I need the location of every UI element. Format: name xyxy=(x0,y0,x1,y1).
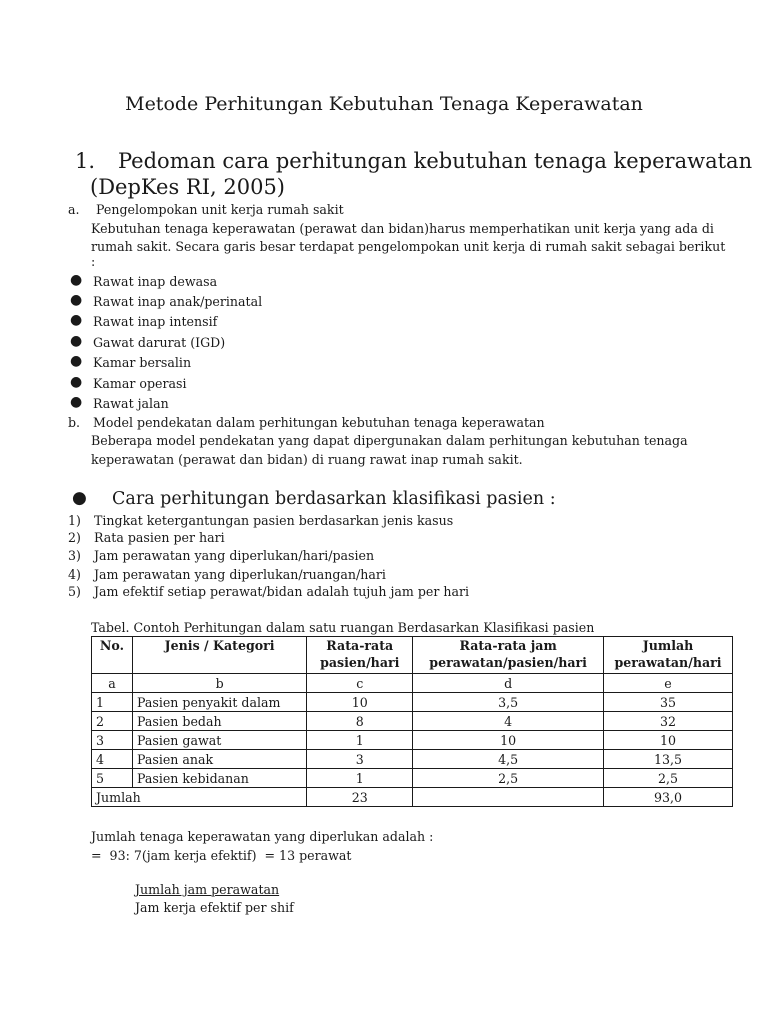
bullet-icon: ● xyxy=(70,292,83,308)
part-a-para-line1: Kebutuhan tenaga keperawatan (perawat dan bidan)harus memperhatikan unit kerja yang ada di xyxy=(91,221,714,236)
cell-rata: 1 xyxy=(307,769,413,788)
cell-rata: 3 xyxy=(307,750,413,769)
header-jumlah-line2: perawatan/hari xyxy=(614,655,722,670)
list-item: Rawat inap intensif xyxy=(93,314,218,329)
cell-jenis: Pasien gawat xyxy=(132,731,306,750)
calc-line1: Jumlah tenaga keperawatan yang diperlukan adalah : xyxy=(91,829,434,844)
cell-jumlah: 13,5 xyxy=(604,750,733,769)
header-rata xyxy=(307,637,413,674)
part-b-para-line1: Beberapa model pendekatan yang dapat dipergunakan dalam perhitungan kebutuhan tenaga xyxy=(91,433,688,448)
bullet-icon: ● xyxy=(70,394,83,410)
header-no-label: No. xyxy=(99,638,124,653)
step-text: Rata pasien per hari xyxy=(94,530,225,545)
table-row xyxy=(92,693,733,712)
total-jumlah: 93,0 xyxy=(604,788,733,807)
header-no xyxy=(92,637,133,674)
section2-heading: Cara perhitungan berdasarkan klasifikasi pasien : xyxy=(112,489,556,509)
cell-jam: 10 xyxy=(413,731,604,750)
header-jenis-label: Jenis / Kategori xyxy=(164,638,275,653)
formula-numerator: Jumlah jam perawatan xyxy=(135,882,280,897)
letter-cell: c xyxy=(307,674,413,693)
total-jam xyxy=(413,788,604,807)
part-b-para-line2: keperawatan (perawat dan bidan) di ruang rawat inap rumah sakit. xyxy=(91,452,523,467)
cell-no: 1 xyxy=(92,693,133,712)
list-item: Rawat jalan xyxy=(93,396,169,411)
cell-rata: 8 xyxy=(307,712,413,731)
table-row xyxy=(92,731,733,750)
cell-jam: 2,5 xyxy=(413,769,604,788)
cell-jenis: Pasien anak xyxy=(132,750,306,769)
table-row xyxy=(92,750,733,769)
letter-cell: b xyxy=(132,674,306,693)
part-a-marker: a. xyxy=(68,202,80,217)
part-a-para-line3: : xyxy=(91,254,96,269)
header-rata-line2: pasien/hari xyxy=(320,655,400,670)
cell-rata: 1 xyxy=(307,731,413,750)
list-item: Kamar bersalin xyxy=(93,355,192,370)
step-number: 3) xyxy=(68,548,81,563)
cell-rata: 10 xyxy=(307,693,413,712)
table-row xyxy=(92,769,733,788)
section1-number: 1. xyxy=(75,149,96,173)
bullet-icon: ● xyxy=(70,272,83,288)
table-total-row xyxy=(92,788,733,807)
step-number: 2) xyxy=(68,530,81,545)
cell-jenis: Pasien bedah xyxy=(132,712,306,731)
cell-jumlah: 35 xyxy=(604,693,733,712)
header-jam-line1: Rata-rata jam xyxy=(459,638,557,653)
cell-jumlah: 32 xyxy=(604,712,733,731)
header-jumlah-line1: Jumlah xyxy=(642,638,694,653)
table-letter-row xyxy=(92,674,733,693)
cell-no: 3 xyxy=(92,731,133,750)
classification-table xyxy=(91,636,733,807)
cell-jam: 3,5 xyxy=(413,693,604,712)
cell-jam: 4 xyxy=(413,712,604,731)
part-b-heading: Model pendekatan dalam perhitungan kebutuhan tenaga keperawatan xyxy=(93,415,545,430)
table-header-row xyxy=(92,637,733,674)
table-caption: Tabel. Contoh Perhitungan dalam satu ruangan Berdasarkan Klasifikasi pasien xyxy=(91,620,595,635)
bullet-icon: ● xyxy=(70,333,83,349)
table-row xyxy=(92,712,733,731)
step-text: Jam efektif setiap perawat/bidan adalah tujuh jam per hari xyxy=(94,584,470,599)
step-text: Jam perawatan yang diperlukan/hari/pasien xyxy=(94,548,375,563)
list-item: Gawat darurat (IGD) xyxy=(93,335,226,350)
step-text: Jam perawatan yang diperlukan/ruangan/hari xyxy=(94,567,386,582)
cell-jam: 4,5 xyxy=(413,750,604,769)
part-b-marker: b. xyxy=(68,415,81,430)
total-rata: 23 xyxy=(307,788,413,807)
step-number: 4) xyxy=(68,567,81,582)
bullet-icon: ● xyxy=(70,353,83,369)
cell-jenis: Pasien penyakit dalam xyxy=(132,693,306,712)
section1-heading-line2: (DepKes RI, 2005) xyxy=(90,175,285,199)
section2-bullet-icon: ● xyxy=(72,488,87,508)
cell-jumlah: 10 xyxy=(604,731,733,750)
header-jam xyxy=(413,637,604,674)
part-a-para-line2: rumah sakit. Secara garis besar terdapat pengelompokan unit kerja di rumah sakit sebagai berikut xyxy=(91,239,726,254)
bullet-icon: ● xyxy=(70,374,83,390)
page-title: Metode Perhitungan Kebutuhan Tenaga Keperawatan xyxy=(125,93,643,115)
cell-jenis: Pasien kebidanan xyxy=(132,769,306,788)
section1-heading-line1: Pedoman cara perhitungan kebutuhan tenaga keperawatan xyxy=(118,149,753,173)
header-rata-line1: Rata-rata xyxy=(326,638,394,653)
header-jam-line2: perawatan/pasien/hari xyxy=(429,655,587,670)
list-item: Rawat inap dewasa xyxy=(93,274,218,289)
part-a-heading: Pengelompokan unit kerja rumah sakit xyxy=(96,202,344,217)
calc-line2: = 93: 7(jam kerja efektif) = 13 perawat xyxy=(91,848,352,863)
cell-no: 2 xyxy=(92,712,133,731)
step-text: Tingkat ketergantungan pasien berdasarkan jenis kasus xyxy=(94,513,454,528)
total-label: Jumlah xyxy=(92,788,307,807)
letter-cell: d xyxy=(413,674,604,693)
list-item: Kamar operasi xyxy=(93,376,187,391)
bullet-icon: ● xyxy=(70,312,83,328)
letter-cell: e xyxy=(604,674,733,693)
cell-no: 4 xyxy=(92,750,133,769)
header-jumlah xyxy=(604,637,733,674)
formula-denominator: Jam kerja efektif per shif xyxy=(135,900,294,915)
step-number: 1) xyxy=(68,513,81,528)
header-jenis xyxy=(132,637,306,674)
list-item: Rawat inap anak/perinatal xyxy=(93,294,263,309)
step-number: 5) xyxy=(68,584,81,599)
cell-jumlah: 2,5 xyxy=(604,769,733,788)
cell-no: 5 xyxy=(92,769,133,788)
letter-cell: a xyxy=(92,674,133,693)
